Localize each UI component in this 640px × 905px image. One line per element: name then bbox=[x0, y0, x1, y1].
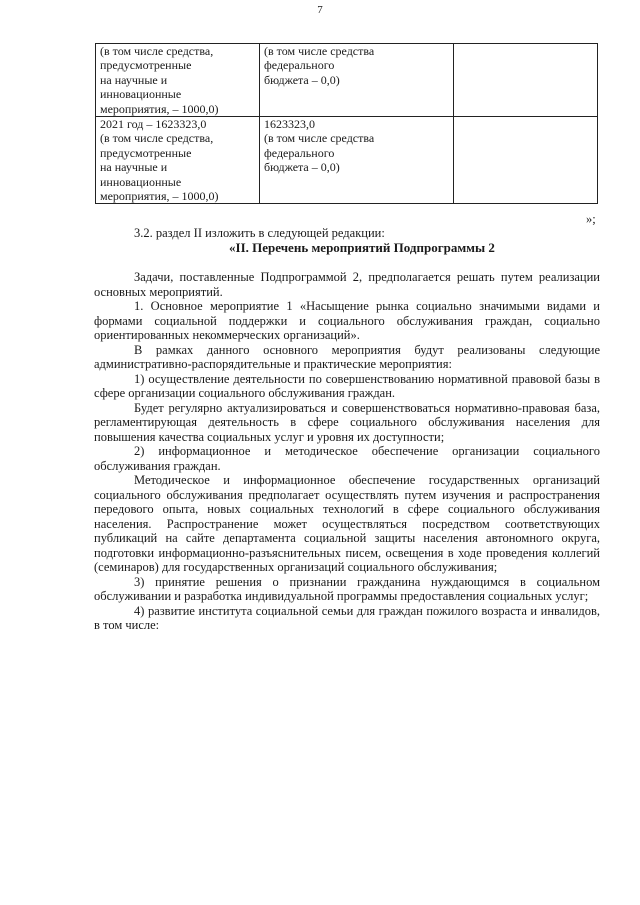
table-cell bbox=[260, 44, 454, 117]
paragraph: 2) информационное и методическое обеспечение организации социального обслуживания граждан. bbox=[94, 444, 600, 473]
cell-line: (в том числе средства bbox=[264, 44, 375, 58]
cell-line: федерального bbox=[264, 145, 335, 160]
cell-line: мероприятия, – 1000,0) bbox=[100, 189, 219, 204]
table-cell-empty bbox=[454, 44, 598, 117]
paragraph: Задачи, поставленные Подпрограммой 2, предполагается решать путем реализации основных мероприятий. bbox=[94, 270, 600, 299]
cell-line: предусмотренные bbox=[100, 145, 192, 160]
paragraph: 1. Основное мероприятие 1 «Насыщение рынка социально значимыми видами и формами социальной поддержки и социального обслуживания граждан, социально ориентированных некоммерческих организаций». bbox=[94, 299, 600, 342]
cell-line: мероприятия, – 1000,0) bbox=[100, 101, 219, 116]
cell-line: федерального bbox=[264, 58, 335, 73]
paragraph: 3) принятие решения о признании гражданина нуждающимся в социальном обслуживании и разработка индивидуальной программы предоставления социальных услуг; bbox=[94, 574, 600, 603]
table-row bbox=[96, 117, 598, 204]
table-row bbox=[96, 44, 598, 117]
table-cell bbox=[260, 117, 454, 204]
cell-line: предусмотренные bbox=[100, 58, 192, 73]
document-body bbox=[94, 226, 600, 633]
section-heading: «II. Перечень мероприятий Подпрограммы 2 bbox=[229, 239, 495, 255]
cell-line: на научные и bbox=[100, 72, 168, 87]
paragraph: 1) осуществление деятельности по совершенствованию нормативной правовой базы в сфере организации социального обслуживания граждан. bbox=[94, 371, 600, 400]
cell-line: (в том числе средства, bbox=[100, 131, 214, 146]
table-cell bbox=[96, 117, 260, 204]
paragraph: Методическое и информационное обеспечение государственных организаций социального обслуживания предполагает осуществлять путем изучения и распространения передового опыта, новых социальных технологий в сфере социального обслуживания населения. Распространение может осуществляться посредством соответствующих публикаций на сайте департамента социальной защиты населения автономного округа, подготовки информационно-разъяснительных писем, освещения в ходе проведения коллегий (семинаров) для государственных организаций социального обслуживания; bbox=[94, 473, 600, 574]
cell-line: инновационные bbox=[100, 87, 182, 102]
cell-line: бюджета – 0,0) bbox=[264, 160, 340, 175]
cell-line: 1623323,0 bbox=[264, 117, 315, 132]
amendment-instruction: 3.2. раздел II изложить в следующей редакции: bbox=[134, 226, 385, 240]
cell-line: (в том числе средства bbox=[264, 131, 375, 146]
cell-line: на научные и bbox=[100, 160, 168, 175]
paragraph: 4) развитие института социальной семьи для граждан пожилого возраста и инвалидов, в том числе: bbox=[94, 603, 600, 632]
closing-quote: »; bbox=[586, 212, 596, 226]
cell-line: бюджета – 0,0) bbox=[264, 72, 340, 87]
table-cell-empty bbox=[454, 117, 598, 204]
paragraph: В рамках данного основного мероприятия будут реализованы следующие административно-распорядительные и практические мероприятия: bbox=[94, 342, 600, 371]
cell-line: 2021 год – 1623323,0 bbox=[100, 117, 207, 132]
table-cell bbox=[96, 44, 260, 117]
cell-line: (в том числе средства, bbox=[100, 44, 214, 58]
paragraph: Будет регулярно актуализироваться и совершенствоваться нормативно-правовая база, регламентирующая деятельность в сфере социального обслуживания населения для повышения качества социальных услуг и уровня их доступности; bbox=[94, 400, 600, 444]
page-number: 7 bbox=[317, 4, 323, 16]
funding-table bbox=[95, 43, 598, 204]
cell-line: инновационные bbox=[100, 174, 182, 189]
